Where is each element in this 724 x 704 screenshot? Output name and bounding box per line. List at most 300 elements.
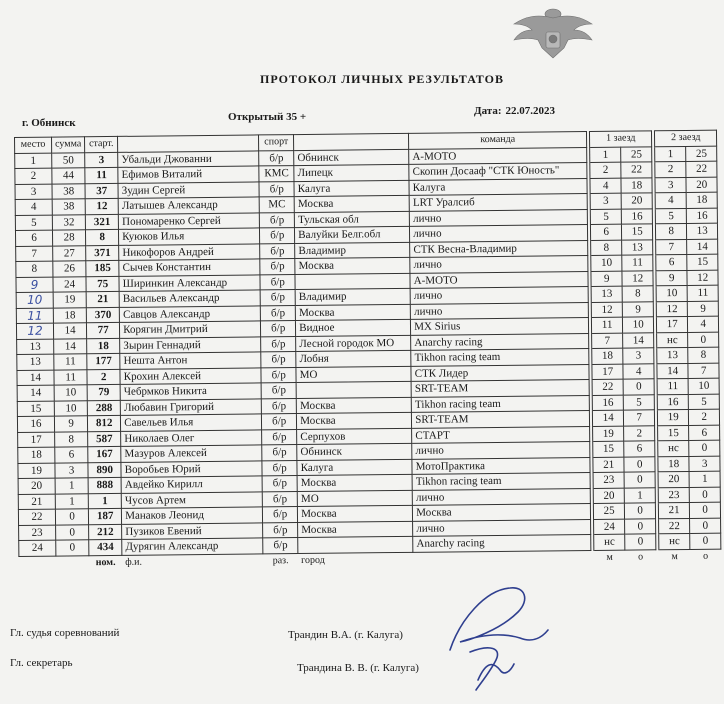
cell-name: Пономаренко Сергей bbox=[119, 212, 260, 229]
cell-race2-place: 1 bbox=[655, 146, 686, 162]
cell-race1-place: 24 bbox=[594, 519, 625, 535]
cell-sum: 19 bbox=[53, 292, 86, 308]
cell-race1-place: 14 bbox=[593, 410, 624, 426]
legend-cell-start: ном. bbox=[95, 556, 116, 568]
cell-sport: б/р bbox=[262, 476, 297, 492]
cell-sum: 14 bbox=[54, 338, 87, 354]
cell-sport: б/р bbox=[263, 522, 298, 538]
cell-sum: 3 bbox=[55, 462, 88, 478]
cell-name: Убальди Джованни bbox=[118, 150, 259, 167]
cell-city: Видное bbox=[296, 319, 411, 336]
legend-cell-name: ф.и. bbox=[125, 556, 143, 568]
cell-sum: 10 bbox=[54, 400, 87, 416]
cell-sport: б/р bbox=[260, 243, 295, 259]
cell-race1-place: 8 bbox=[591, 240, 622, 256]
cell-sport: б/р bbox=[261, 367, 296, 383]
cell-race2-place: 19 bbox=[658, 409, 689, 425]
cell-race1-points: 6 bbox=[624, 441, 655, 457]
cell-race2-place: 11 bbox=[657, 378, 688, 394]
cell-team: лично bbox=[410, 302, 588, 319]
cell-sum: 6 bbox=[55, 447, 88, 463]
cell-race2-place: 22 bbox=[659, 518, 690, 534]
cell-race1-place: 12 bbox=[591, 302, 622, 318]
cell-city: Обнинск bbox=[297, 443, 412, 460]
cell-race2-place: 10 bbox=[656, 285, 687, 301]
cell-sport: б/р bbox=[260, 212, 295, 228]
cell-race2-points: 12 bbox=[687, 270, 718, 286]
cell-race2-points: 0 bbox=[690, 518, 721, 534]
cell-race1-place: 17 bbox=[592, 364, 623, 380]
cell-start: 3 bbox=[85, 152, 118, 168]
cell-team: лично bbox=[412, 488, 590, 505]
date-label bbox=[470, 105, 555, 117]
cell-city: Калуга bbox=[297, 459, 412, 476]
cell-city: Валуйки Белг.обл bbox=[295, 226, 410, 243]
cell-race1-points: 3 bbox=[623, 348, 654, 364]
cell-place: 8 bbox=[16, 261, 53, 277]
cell-sum: 10 bbox=[54, 385, 87, 401]
cell-place: 22 bbox=[18, 509, 55, 525]
cell-city: Калуга bbox=[294, 180, 409, 197]
cell-city: Владимир bbox=[295, 242, 410, 259]
cell-place: 5 bbox=[15, 215, 52, 231]
cell-team: Москва bbox=[413, 503, 591, 520]
header-sum: сумма bbox=[52, 137, 85, 153]
cell-city bbox=[296, 381, 411, 398]
cell-sport: б/р bbox=[259, 181, 294, 197]
cell-sum: 8 bbox=[55, 431, 88, 447]
cell-start: 888 bbox=[88, 477, 121, 493]
cell-start: 185 bbox=[86, 260, 119, 276]
cell-race2-place: 5 bbox=[655, 208, 686, 224]
cell-sum: 26 bbox=[53, 261, 86, 277]
coat-of-arms-emblem bbox=[508, 8, 598, 60]
cell-start: 8 bbox=[86, 229, 119, 245]
cell-sport: КМС bbox=[259, 166, 294, 182]
cell-race2-points: 25 bbox=[686, 146, 717, 162]
cell-start: 321 bbox=[86, 214, 119, 230]
legend-cell-sum bbox=[56, 555, 89, 570]
cell-team: лично bbox=[410, 224, 588, 241]
cell-race1-place: 18 bbox=[592, 348, 623, 364]
cell-race1-points: 16 bbox=[621, 208, 652, 224]
cell-race2-points: 20 bbox=[686, 177, 717, 193]
cell-start: 167 bbox=[88, 446, 121, 462]
cell-name: Никофоров Андрей bbox=[119, 243, 260, 260]
cell-start: 587 bbox=[88, 431, 121, 447]
cell-team: лично bbox=[410, 255, 588, 272]
cell-place: 19 bbox=[18, 463, 55, 479]
cell-team: А-МОТО bbox=[409, 147, 587, 164]
cell-sum: 1 bbox=[55, 493, 88, 509]
cell-city: Серпухов bbox=[297, 428, 412, 445]
legend-cell-city: город bbox=[301, 554, 325, 566]
cell-race2-place: 15 bbox=[658, 425, 689, 441]
cell-sum: 1 bbox=[55, 478, 88, 494]
results-body bbox=[15, 146, 722, 571]
cell-place: 7 bbox=[16, 246, 53, 262]
cell-sport: б/р bbox=[261, 336, 296, 352]
cell-place: 21 bbox=[18, 494, 55, 510]
cell-race2-points: 9 bbox=[687, 301, 718, 317]
signature-handwritten bbox=[430, 580, 560, 700]
cell-race2-points: 16 bbox=[686, 208, 717, 224]
cell-team: СТК Лидер bbox=[411, 364, 589, 381]
cell-start: 371 bbox=[86, 245, 119, 261]
legend-cell-race1-points: о bbox=[638, 550, 644, 562]
header-start: старт. bbox=[85, 136, 118, 152]
cell-place: 20 bbox=[18, 478, 55, 494]
cell-sport: б/р bbox=[261, 398, 296, 414]
cell-race1-place: 9 bbox=[591, 271, 622, 287]
cell-race2-points: 13 bbox=[687, 223, 718, 239]
cell-race1-place: 25 bbox=[594, 503, 625, 519]
cell-place: 15 bbox=[17, 401, 54, 417]
cell-name: Воробьев Юрий bbox=[121, 460, 262, 477]
cell-race2-place: 6 bbox=[656, 254, 687, 270]
cell-race2-points: 6 bbox=[689, 425, 720, 441]
cell-race2-points: 2 bbox=[689, 409, 720, 425]
cell-sum: 44 bbox=[52, 168, 85, 184]
cell-race1-points: 0 bbox=[623, 379, 654, 395]
cell-sum: 11 bbox=[54, 354, 87, 370]
cell-race2-place: 12 bbox=[656, 301, 687, 317]
cell-city: Москва bbox=[296, 397, 411, 414]
cell-race1-place: 19 bbox=[593, 426, 624, 442]
date-value: 22.07.2023 bbox=[505, 105, 555, 117]
cell-race1-points: 4 bbox=[623, 363, 654, 379]
cell-race2-points: 18 bbox=[686, 192, 717, 208]
cell-start: 177 bbox=[87, 353, 120, 369]
cell-race2-points: 8 bbox=[688, 347, 719, 363]
cell-start: 1 bbox=[88, 493, 121, 509]
cell-sport: б/р bbox=[262, 460, 297, 476]
cell-team: СТК Весна-Владимир bbox=[410, 240, 588, 257]
cell-race2-place: 21 bbox=[659, 502, 690, 518]
cell-name: Зырин Геннадий bbox=[120, 336, 261, 353]
cell-name: Манаков Леонид bbox=[122, 507, 263, 524]
cell-race1-place: нс bbox=[594, 534, 625, 550]
cell-sport: б/р bbox=[262, 429, 297, 445]
cell-start: 12 bbox=[85, 198, 118, 214]
cell-team: МотоПрактика bbox=[412, 457, 590, 474]
legend-cell-race2-place: м bbox=[671, 550, 678, 562]
cell-place: 13 bbox=[17, 339, 54, 355]
cell-race1-points: 14 bbox=[623, 332, 654, 348]
cell-race2-place: нс bbox=[658, 440, 689, 456]
cell-name: Чусов Артем bbox=[121, 491, 262, 508]
cell-name: Любавин Григорий bbox=[120, 398, 261, 415]
judge-name: Трандин В.А. (г. Калуга) bbox=[288, 629, 403, 641]
cell-race1-points: 1 bbox=[624, 487, 655, 503]
cell-race1-points: 0 bbox=[625, 518, 656, 534]
cell-race2-place: 20 bbox=[658, 471, 689, 487]
cell-start: 21 bbox=[86, 291, 119, 307]
cell-sport: б/р bbox=[262, 491, 297, 507]
cell-name: Сычев Константин bbox=[119, 259, 260, 276]
cell-start: 11 bbox=[85, 167, 118, 183]
city-label: г. Обнинск bbox=[22, 117, 76, 129]
cell-team: MX Sirius bbox=[411, 317, 589, 334]
cell-sport: б/р bbox=[260, 290, 295, 306]
cell-race2-points: 10 bbox=[688, 378, 719, 394]
cell-race1-place: 3 bbox=[590, 193, 621, 209]
cell-race1-place: 13 bbox=[591, 286, 622, 302]
cell-race2-points: 15 bbox=[687, 254, 718, 270]
cell-place: 23 bbox=[19, 525, 56, 541]
cell-race2-points: 0 bbox=[689, 440, 720, 456]
header-sport: спорт bbox=[259, 135, 294, 151]
cell-city: Липецк bbox=[294, 164, 409, 181]
header-race1: 1 заезд bbox=[590, 131, 652, 147]
cell-race2-place: нс bbox=[659, 533, 690, 549]
cell-place: 6 bbox=[15, 230, 52, 246]
cell-place: 14 bbox=[17, 385, 54, 401]
cell-race1-points: 18 bbox=[621, 177, 652, 193]
cell-race2-points: 0 bbox=[690, 502, 721, 518]
cell-name: Куюков Илья bbox=[119, 228, 260, 245]
cell-race1-place: 16 bbox=[592, 395, 623, 411]
cell-race1-place: 6 bbox=[591, 224, 622, 240]
cell-start: 890 bbox=[88, 462, 121, 478]
cell-team: Tikhon racing team bbox=[411, 348, 589, 365]
cell-race2-points: 1 bbox=[689, 471, 720, 487]
cell-race2-place: 2 bbox=[655, 161, 686, 177]
cell-race2-points: 4 bbox=[688, 316, 719, 332]
cell-city: Обнинск bbox=[294, 149, 409, 166]
cell-sport: б/р bbox=[263, 538, 298, 554]
cell-sport: б/р bbox=[261, 383, 296, 399]
cell-place: 12 bbox=[16, 323, 53, 339]
results-table bbox=[14, 130, 722, 571]
cell-race2-place: 3 bbox=[655, 177, 686, 193]
document-title: ПРОТОКОЛ ЛИЧНЫХ РЕЗУЛЬТАТОВ bbox=[260, 72, 504, 86]
cell-city: МО bbox=[296, 366, 411, 383]
cell-race1-points: 22 bbox=[621, 162, 652, 178]
cell-place: 13 bbox=[17, 354, 54, 370]
cell-name: Нешта Антон bbox=[120, 352, 261, 369]
cell-city: Москва bbox=[294, 195, 409, 212]
cell-start: 77 bbox=[87, 322, 120, 338]
cell-city: Москва bbox=[295, 304, 410, 321]
cell-race1-points: 11 bbox=[622, 255, 653, 271]
cell-team: лично bbox=[413, 519, 591, 536]
cell-sum: 0 bbox=[55, 509, 88, 525]
cell-sum: 38 bbox=[52, 183, 85, 199]
cell-start: 79 bbox=[87, 384, 120, 400]
cell-race1-place: 5 bbox=[590, 209, 621, 225]
cell-name: Латышев Александр bbox=[118, 197, 259, 214]
cell-start: 212 bbox=[89, 524, 122, 540]
cell-name: Ширинкин Александр bbox=[119, 274, 260, 291]
cell-sum: 18 bbox=[53, 307, 86, 323]
cell-place: 11 bbox=[16, 308, 53, 324]
header-race2: 2 заезд bbox=[655, 130, 717, 146]
cell-sport: б/р bbox=[259, 150, 294, 166]
cell-team: лично bbox=[412, 441, 590, 458]
cell-race1-points: 8 bbox=[622, 286, 653, 302]
cell-city: Москва bbox=[297, 412, 412, 429]
cell-team: Anarchy racing bbox=[411, 333, 589, 350]
cell-race2-place: 16 bbox=[657, 394, 688, 410]
cell-sum: 0 bbox=[56, 524, 89, 540]
cell-name: Чебрмков Никита bbox=[120, 383, 261, 400]
cell-sum: 11 bbox=[54, 369, 87, 385]
cell-name: Савельев Илья bbox=[121, 414, 262, 431]
cell-place: 1 bbox=[15, 153, 52, 169]
cell-race1-place: 1 bbox=[590, 147, 621, 163]
cell-sum: 32 bbox=[52, 214, 85, 230]
cell-start: 288 bbox=[87, 400, 120, 416]
cell-race2-points: 3 bbox=[689, 456, 720, 472]
cell-sport: б/р bbox=[262, 414, 297, 430]
legend-cell-team bbox=[413, 550, 591, 567]
cell-sum: 50 bbox=[52, 152, 85, 168]
cell-race1-place: 22 bbox=[592, 379, 623, 395]
cell-race1-points: 5 bbox=[623, 394, 654, 410]
cell-race1-points: 0 bbox=[625, 503, 656, 519]
cell-sum: 9 bbox=[54, 416, 87, 432]
cell-team: лично bbox=[410, 286, 588, 303]
cell-city bbox=[295, 273, 410, 290]
cell-race2-place: 8 bbox=[656, 223, 687, 239]
cell-city: Лесной городок МО bbox=[296, 335, 411, 352]
cell-sum: 38 bbox=[52, 199, 85, 215]
cell-race2-points: 7 bbox=[688, 363, 719, 379]
cell-race1-points: 13 bbox=[622, 239, 653, 255]
secretary-name: Трандина В. В. (г. Калуга) bbox=[297, 662, 419, 674]
cell-city: Москва bbox=[298, 505, 413, 522]
cell-place: 18 bbox=[18, 447, 55, 463]
cell-start: 37 bbox=[85, 183, 118, 199]
cell-place: 3 bbox=[15, 184, 52, 200]
date-caption: Дата: bbox=[474, 105, 502, 117]
judge-label: Гл. судья соревнований bbox=[10, 627, 120, 639]
cell-race2-points: 0 bbox=[689, 487, 720, 503]
cell-city bbox=[298, 536, 413, 553]
cell-race2-points: 0 bbox=[690, 533, 721, 549]
cell-name: Васильев Александр bbox=[119, 290, 260, 307]
legend-cell-place bbox=[19, 556, 56, 571]
secretary-label: Гл. секретарь bbox=[10, 657, 73, 669]
cell-start: 370 bbox=[86, 307, 119, 323]
cell-race2-place: 9 bbox=[656, 270, 687, 286]
cell-city: Москва bbox=[295, 257, 410, 274]
cell-sport: б/р bbox=[260, 228, 295, 244]
header-name bbox=[118, 135, 259, 152]
cell-race2-points: 5 bbox=[688, 394, 719, 410]
cell-race1-place: 4 bbox=[590, 178, 621, 194]
cell-name: Пузиков Евений bbox=[122, 522, 263, 539]
cell-race2-place: 13 bbox=[657, 347, 688, 363]
category-label: Открытый 35 + bbox=[228, 111, 307, 123]
cell-name: Савцов Александр bbox=[119, 305, 260, 322]
cell-race2-points: 0 bbox=[688, 332, 719, 348]
cell-start: 18 bbox=[87, 338, 120, 354]
cell-sport: б/р bbox=[260, 259, 295, 275]
cell-race2-place: 17 bbox=[657, 316, 688, 332]
legend-cell-sport: раз. bbox=[272, 554, 289, 566]
cell-place: 14 bbox=[17, 370, 54, 386]
cell-race1-points: 25 bbox=[621, 146, 652, 162]
cell-sport: б/р bbox=[260, 274, 295, 290]
cell-race1-place: 7 bbox=[592, 333, 623, 349]
cell-sum: 0 bbox=[56, 540, 89, 556]
cell-race1-place: 11 bbox=[592, 317, 623, 333]
cell-city: Тульская обл bbox=[295, 211, 410, 228]
cell-sum: 14 bbox=[53, 323, 86, 339]
cell-sport: б/р bbox=[261, 321, 296, 337]
cell-race2-place: 7 bbox=[656, 239, 687, 255]
cell-city: Москва bbox=[298, 521, 413, 538]
cell-team: СТАРТ bbox=[412, 426, 590, 443]
cell-race1-place: 10 bbox=[591, 255, 622, 271]
cell-race2-place: 4 bbox=[655, 192, 686, 208]
cell-race2-points: 14 bbox=[687, 239, 718, 255]
cell-race1-points: 7 bbox=[624, 410, 655, 426]
cell-sport: б/р bbox=[263, 507, 298, 523]
cell-city: Лобня bbox=[296, 350, 411, 367]
cell-race2-place: нс bbox=[657, 332, 688, 348]
cell-sport: б/р bbox=[260, 305, 295, 321]
cell-place: 17 bbox=[18, 432, 55, 448]
cell-race1-points: 0 bbox=[625, 534, 656, 550]
cell-team: Tikhon racing team bbox=[412, 472, 590, 489]
cell-name: Крохин Алексей bbox=[120, 367, 261, 384]
header-place: место bbox=[15, 137, 52, 153]
cell-race1-place: 20 bbox=[593, 488, 624, 504]
cell-sport: б/р bbox=[261, 352, 296, 368]
cell-race1-points: 10 bbox=[623, 317, 654, 333]
cell-team: лично bbox=[409, 209, 587, 226]
cell-race2-place: 14 bbox=[657, 363, 688, 379]
cell-place: 4 bbox=[15, 199, 52, 215]
cell-race1-points: 15 bbox=[622, 224, 653, 240]
cell-race1-points: 0 bbox=[624, 472, 655, 488]
cell-start: 812 bbox=[88, 415, 121, 431]
cell-sum: 27 bbox=[53, 245, 86, 261]
cell-name: Мазуров Алексей bbox=[121, 445, 262, 462]
cell-race1-points: 9 bbox=[622, 301, 653, 317]
cell-name: Зудин Сергей bbox=[118, 181, 259, 198]
cell-team: Anarchy racing bbox=[413, 534, 591, 551]
cell-race1-points: 12 bbox=[622, 270, 653, 286]
header-team: команда bbox=[409, 132, 587, 149]
cell-name: Авдейко Кирилл bbox=[121, 476, 262, 493]
cell-team: SRT-TEAM bbox=[411, 379, 589, 396]
cell-name: Дурягин Александр bbox=[122, 538, 263, 555]
cell-start: 75 bbox=[86, 276, 119, 292]
header-city bbox=[294, 133, 409, 150]
cell-place: 16 bbox=[17, 416, 54, 432]
cell-city: Москва bbox=[297, 474, 412, 491]
cell-sum: 28 bbox=[52, 230, 85, 246]
cell-place: 24 bbox=[19, 540, 56, 556]
cell-place: 9 bbox=[16, 277, 53, 293]
cell-race1-points: 0 bbox=[624, 456, 655, 472]
cell-team: SRT-TEAM bbox=[412, 410, 590, 427]
cell-race2-place: 18 bbox=[658, 456, 689, 472]
cell-race1-points: 2 bbox=[624, 425, 655, 441]
cell-sport: б/р bbox=[262, 445, 297, 461]
cell-name: Николаев Олег bbox=[121, 429, 262, 446]
cell-team: LRT Уралсиб bbox=[409, 193, 587, 210]
cell-team: А-МОТО bbox=[410, 271, 588, 288]
cell-name: Корягин Дмитрий bbox=[120, 321, 261, 338]
cell-sport: МС bbox=[259, 197, 294, 213]
cell-race2-place: 23 bbox=[658, 487, 689, 503]
cell-race1-points: 20 bbox=[621, 193, 652, 209]
